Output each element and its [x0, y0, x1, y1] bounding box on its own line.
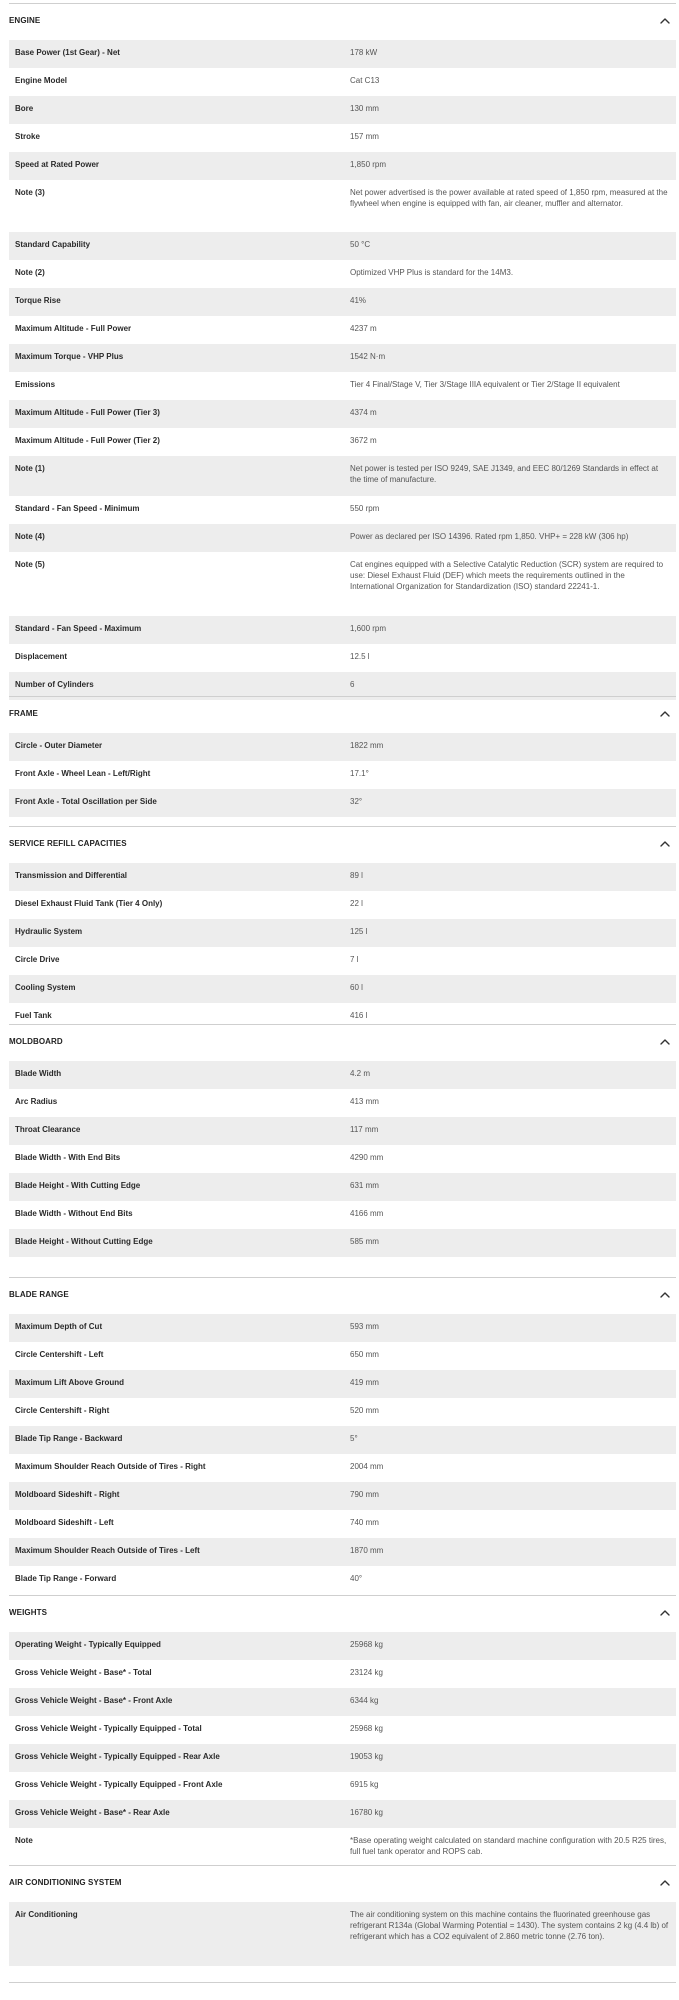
- spec-label: Circle Drive: [15, 955, 60, 964]
- spec-label: Throat Clearance: [15, 1125, 81, 1134]
- spec-label: Maximum Shoulder Reach Outside of Tires - Left: [15, 1546, 200, 1555]
- spec-table: [9, 1632, 676, 1868]
- spec-label: Note (1): [15, 464, 45, 473]
- table-row: [9, 761, 676, 789]
- spec-label: Diesel Exhaust Fluid Tank (Tier 4 Only): [15, 899, 163, 908]
- spec-label: Air Conditioning: [15, 1910, 78, 1919]
- table-row: [9, 68, 676, 96]
- table-row: [9, 616, 676, 644]
- table-row: [9, 1342, 676, 1370]
- spec-value: 585 mm: [350, 1237, 379, 1246]
- section-header[interactable]: [9, 697, 676, 733]
- spec-value: 1,850 rpm: [350, 160, 387, 169]
- spec-label: Maximum Altitude - Full Power: [15, 324, 132, 333]
- spec-value: 19053 kg: [350, 1752, 383, 1761]
- spec-value: 130 mm: [350, 104, 379, 113]
- spec-value: 41%: [350, 296, 367, 305]
- spec-value: 1542 N·m: [350, 352, 386, 361]
- spec-label: Gross Vehicle Weight - Typically Equipped - Rear Axle: [15, 1752, 220, 1761]
- spec-label: Speed at Rated Power: [15, 160, 100, 169]
- table-row: [9, 1632, 676, 1660]
- spec-label: Number of Cylinders: [15, 680, 94, 689]
- spec-label: Engine Model: [15, 76, 67, 85]
- spec-label: Blade Height - Without Cutting Edge: [15, 1237, 153, 1246]
- table-row: [9, 1772, 676, 1800]
- spec-label: Gross Vehicle Weight - Base* - Front Axle: [15, 1696, 173, 1705]
- spec-label: Blade Height - With Cutting Edge: [15, 1181, 141, 1190]
- section-title: MOLDBOARD: [9, 1037, 63, 1046]
- table-row: [9, 891, 676, 919]
- spec-value: 1822 mm: [350, 741, 384, 750]
- spec-value: 5°: [350, 1434, 358, 1443]
- table-row: [9, 1370, 676, 1398]
- chevron-up-icon[interactable]: [658, 1288, 672, 1302]
- chevron-up-icon[interactable]: [658, 1876, 672, 1890]
- table-row: [9, 1482, 676, 1510]
- table-row: [9, 400, 676, 428]
- spec-value: 416 l: [350, 1011, 368, 1020]
- spec-value: 60 l: [350, 983, 363, 992]
- spec-label: Maximum Shoulder Reach Outside of Tires - Right: [15, 1462, 206, 1471]
- spec-value: 593 mm: [350, 1322, 379, 1331]
- spec-label: Moldboard Sideshift - Left: [15, 1518, 114, 1527]
- spec-label: Blade Width - Without End Bits: [15, 1209, 133, 1218]
- table-row: [9, 496, 676, 524]
- spec-value: 25968 kg: [350, 1640, 383, 1649]
- spec-label: Blade Tip Range - Forward: [15, 1574, 117, 1583]
- section-title: WEIGHTS: [9, 1608, 48, 1617]
- spec-value: 631 mm: [350, 1181, 379, 1190]
- table-row: [9, 1660, 676, 1688]
- spec-label: Standard - Fan Speed - Maximum: [15, 624, 142, 633]
- spec-label: Standard Capability: [15, 240, 91, 249]
- spec-value: *Base operating weight calculated on standard machine configuration with 20.5 R25 tires, full fuel tank operator and ROPS cab.: [350, 1836, 667, 1856]
- table-row: [9, 1314, 676, 1342]
- spec-value: Cat engines equipped with a Selective Catalytic Reduction (SCR) system are required to use: Diesel Exhaust Fluid (DEF) which meets the requirements outlined in the International Organization for Standardization (ISO) standard 22241-1.: [350, 560, 664, 591]
- spec-label: Moldboard Sideshift - Right: [15, 1490, 120, 1499]
- spec-value: 550 rpm: [350, 504, 380, 513]
- table-row: [9, 152, 676, 180]
- spec-table: [9, 1314, 676, 1594]
- spec-label: Circle - Outer Diameter: [15, 741, 103, 750]
- spec-value: 4237 m: [350, 324, 377, 333]
- spec-label: Gross Vehicle Weight - Base* - Rear Axle: [15, 1808, 170, 1817]
- spec-value: 790 mm: [350, 1490, 379, 1499]
- table-row: [9, 1229, 676, 1257]
- table-row: [9, 1061, 676, 1089]
- spec-value: 4290 mm: [350, 1153, 384, 1162]
- table-row: [9, 524, 676, 552]
- spec-value: The air conditioning system on this machine contains the fluorinated greenhouse gas refrigerant R134a (Global Warming Potential = 1430). The system contains 2 kg (4.4 lb) of refrigerant which has a CO2 equivalent of 2.860 metric tonne (2.76 ton).: [350, 1910, 669, 1941]
- table-row: [9, 316, 676, 344]
- table-row: [9, 1902, 676, 1966]
- spec-label: Hydraulic System: [15, 927, 83, 936]
- table-row: [9, 1510, 676, 1538]
- spec-value: 6344 kg: [350, 1696, 379, 1705]
- spec-label: Blade Width: [15, 1069, 62, 1078]
- spec-table: [9, 733, 676, 817]
- spec-value: 1,600 rpm: [350, 624, 387, 633]
- spec-label: Note: [15, 1836, 33, 1845]
- spec-label: Stroke: [15, 132, 40, 141]
- spec-value: 23124 kg: [350, 1668, 383, 1677]
- table-row: [9, 1201, 676, 1229]
- spec-label: Torque Rise: [15, 296, 61, 305]
- spec-value: 125 l: [350, 927, 368, 936]
- chevron-up-icon[interactable]: [658, 837, 672, 851]
- spec-label: Standard - Fan Speed - Minimum: [15, 504, 140, 513]
- table-row: [9, 975, 676, 1003]
- spec-value: 157 mm: [350, 132, 379, 141]
- spec-label: Note (4): [15, 532, 45, 541]
- spec-label: Operating Weight - Typically Equipped: [15, 1640, 161, 1649]
- spec-label: Emissions: [15, 380, 56, 389]
- spec-label: Note (3): [15, 188, 45, 197]
- chevron-up-icon[interactable]: [658, 1606, 672, 1620]
- spec-label: Maximum Altitude - Full Power (Tier 3): [15, 408, 160, 417]
- section-header[interactable]: [9, 827, 676, 863]
- table-row: [9, 1454, 676, 1482]
- spec-label: Base Power (1st Gear) - Net: [15, 48, 120, 57]
- spec-label: Transmission and Differential: [15, 871, 128, 880]
- section-title: FRAME: [9, 709, 38, 718]
- table-row: [9, 1566, 676, 1594]
- spec-value: 17.1°: [350, 769, 369, 778]
- spec-value: Cat C13: [350, 76, 380, 85]
- table-row: [9, 372, 676, 400]
- section-header[interactable]: [9, 1866, 676, 1902]
- spec-value: 89 l: [350, 871, 363, 880]
- table-row: [9, 288, 676, 316]
- spec-label: Blade Width - With End Bits: [15, 1153, 121, 1162]
- table-row: [9, 863, 676, 891]
- spec-value: 32°: [350, 797, 363, 806]
- bottom-divider: [9, 1982, 676, 1983]
- spec-label: Maximum Depth of Cut: [15, 1322, 103, 1331]
- table-row: [9, 1426, 676, 1454]
- table-row: [9, 1398, 676, 1426]
- spec-value: 117 mm: [350, 1125, 379, 1134]
- spec-table: [9, 1061, 676, 1257]
- spec-label: Gross Vehicle Weight - Base* - Total: [15, 1668, 152, 1677]
- spec-value: Net power is tested per ISO 9249, SAE J1349, and EEC 80/1269 Standards in effect at the time of manufacture.: [350, 464, 659, 484]
- spec-label: Front Axle - Total Oscillation per Side: [15, 797, 157, 806]
- spec-value: 1870 mm: [350, 1546, 384, 1555]
- spec-value: 40°: [350, 1574, 363, 1583]
- table-row: [9, 1828, 676, 1868]
- spec-label: Arc Radius: [15, 1097, 58, 1106]
- chevron-up-icon[interactable]: [658, 14, 672, 28]
- spec-value: 413 mm: [350, 1097, 379, 1106]
- spec-value: 2004 mm: [350, 1462, 384, 1471]
- section-title: SERVICE REFILL CAPACITIES: [9, 839, 127, 848]
- section-title: AIR CONDITIONING SYSTEM: [9, 1878, 122, 1887]
- spec-value: 22 l: [350, 899, 363, 908]
- spec-value: Net power advertised is the power available at rated speed of 1,850 rpm, measured at the flywheel when engine is equipped with fan, air cleaner, muffler and alternator.: [350, 188, 668, 208]
- spec-label: Circle Centershift - Right: [15, 1406, 110, 1415]
- spec-value: 419 mm: [350, 1378, 379, 1387]
- spec-value: 178 kW: [350, 48, 378, 57]
- spec-label: Maximum Lift Above Ground: [15, 1378, 125, 1387]
- spec-label: Maximum Altitude - Full Power (Tier 2): [15, 436, 160, 445]
- section-header[interactable]: [9, 1278, 676, 1314]
- table-row: [9, 232, 676, 260]
- spec-value: Optimized VHP Plus is standard for the 14M3.: [350, 268, 514, 277]
- spec-value: 16780 kg: [350, 1808, 383, 1817]
- section-title: BLADE RANGE: [9, 1290, 69, 1299]
- spec-label: Front Axle - Wheel Lean - Left/Right: [15, 769, 151, 778]
- spec-value: 25968 kg: [350, 1724, 383, 1733]
- table-row: [9, 789, 676, 817]
- spec-table: [9, 863, 676, 1031]
- table-row: [9, 644, 676, 672]
- table-row: [9, 1089, 676, 1117]
- table-row: [9, 1173, 676, 1201]
- table-row: [9, 180, 676, 232]
- spec-value: 12.5 l: [350, 652, 370, 661]
- section-title: ENGINE: [9, 16, 41, 25]
- table-row: [9, 344, 676, 372]
- table-row: [9, 96, 676, 124]
- table-row: [9, 1538, 676, 1566]
- section-header[interactable]: [9, 1596, 676, 1632]
- spec-value: 4.2 m: [350, 1069, 371, 1078]
- chevron-up-icon[interactable]: [658, 707, 672, 721]
- spec-label: Cooling System: [15, 983, 76, 992]
- spec-value: Power as declared per ISO 14396. Rated rpm 1,850. VHP+ = 228 kW (306 hp): [350, 532, 629, 541]
- spec-value: 50 °C: [350, 240, 371, 249]
- table-row: [9, 456, 676, 496]
- table-row: [9, 1716, 676, 1744]
- spec-value: 4374 m: [350, 408, 377, 417]
- table-row: [9, 260, 676, 288]
- section-header[interactable]: [9, 1025, 676, 1061]
- section-header[interactable]: [9, 4, 676, 40]
- spec-label: Fuel Tank: [15, 1011, 52, 1020]
- table-row: [9, 1800, 676, 1828]
- table-row: [9, 919, 676, 947]
- spec-table: [9, 1902, 676, 1966]
- spec-label: Maximum Torque - VHP Plus: [15, 352, 124, 361]
- table-row: [9, 1688, 676, 1716]
- table-row: [9, 1145, 676, 1173]
- spec-label: Note (2): [15, 268, 45, 277]
- table-row: [9, 947, 676, 975]
- table-row: [9, 733, 676, 761]
- table-row: [9, 428, 676, 456]
- spec-label: Circle Centershift - Left: [15, 1350, 104, 1359]
- table-row: [9, 1117, 676, 1145]
- spec-table: [9, 40, 676, 700]
- spec-value: 7 l: [350, 955, 359, 964]
- spec-value: 650 mm: [350, 1350, 379, 1359]
- table-row: [9, 1744, 676, 1772]
- spec-value: 520 mm: [350, 1406, 379, 1415]
- table-row: [9, 40, 676, 68]
- table-row: [9, 552, 676, 616]
- spec-value: 3672 m: [350, 436, 377, 445]
- chevron-up-icon[interactable]: [658, 1035, 672, 1049]
- spec-label: Blade Tip Range - Backward: [15, 1434, 123, 1443]
- spec-label: Displacement: [15, 652, 68, 661]
- spec-label: Note (5): [15, 560, 45, 569]
- spec-value: 740 mm: [350, 1518, 379, 1527]
- spec-label: Gross Vehicle Weight - Typically Equipped - Total: [15, 1724, 202, 1733]
- spec-value: Tier 4 Final/Stage V, Tier 3/Stage IIIA equivalent or Tier 2/Stage II equivalent: [350, 380, 620, 389]
- spec-label: Gross Vehicle Weight - Typically Equipped - Front Axle: [15, 1780, 223, 1789]
- spec-value: 6: [350, 680, 355, 689]
- spec-value: 4166 mm: [350, 1209, 384, 1218]
- table-row: [9, 124, 676, 152]
- spec-label: Bore: [15, 104, 34, 113]
- spec-value: 6915 kg: [350, 1780, 379, 1789]
